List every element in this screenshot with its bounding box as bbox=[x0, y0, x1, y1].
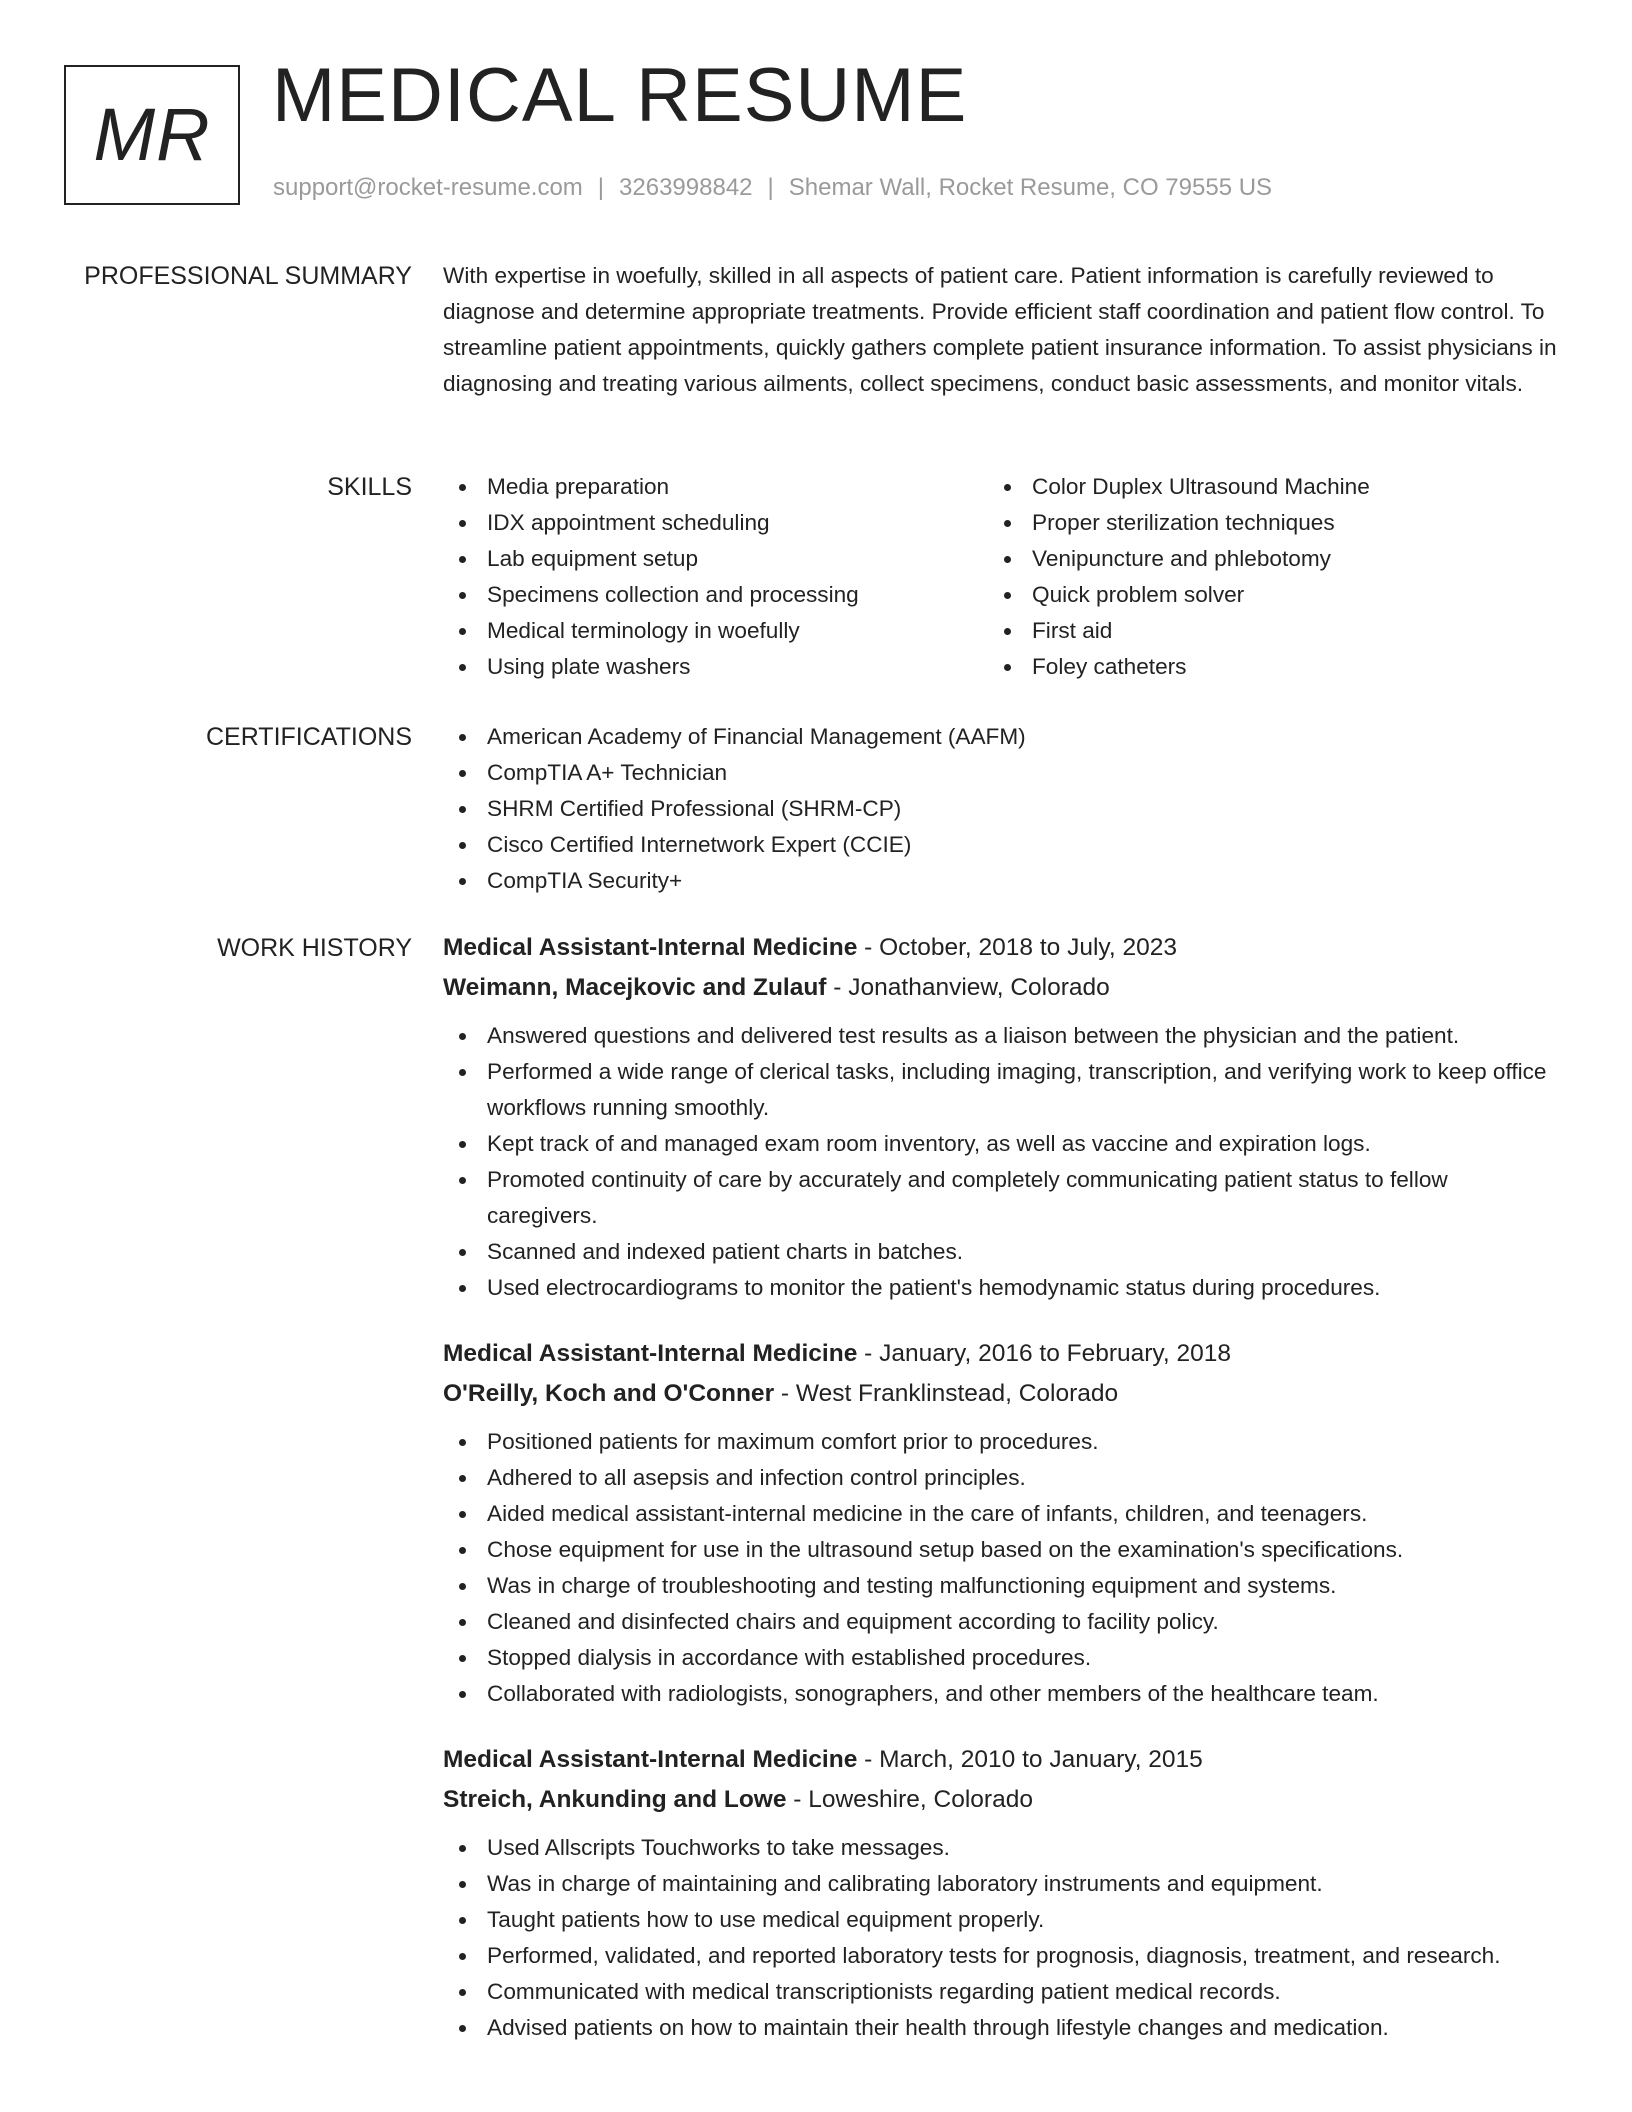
job-company: O'Reilly, Koch and O'Conner bbox=[443, 1380, 775, 1407]
resume-title: MEDICAL RESUME bbox=[272, 53, 968, 138]
skills-body bbox=[443, 469, 1563, 685]
skills-column-right bbox=[988, 469, 1533, 685]
certification-item: Cisco Certified Internetwork Expert (CCIE) bbox=[443, 827, 1563, 863]
skill-item: Lab equipment setup bbox=[443, 541, 988, 577]
work-history-body bbox=[443, 928, 1563, 2074]
job-bullet: Performed a wide range of clerical tasks, including imaging, transcription, and verifying work to keep office workflows running smoothly. bbox=[443, 1054, 1563, 1126]
job-bullet: Collaborated with radiologists, sonographers, and other members of the healthcare team. bbox=[443, 1676, 1563, 1712]
job-bullet: Used Allscripts Touchworks to take messages. bbox=[443, 1830, 1563, 1866]
summary-body bbox=[443, 258, 1563, 402]
certification-item: CompTIA Security+ bbox=[443, 863, 1563, 899]
skill-item: Proper sterilization techniques bbox=[988, 505, 1533, 541]
job-bullet: Was in charge of maintaining and calibrating laboratory instruments and equipment. bbox=[443, 1866, 1563, 1902]
section-title-summary: PROFESSIONAL SUMMARY bbox=[84, 262, 412, 290]
job-company-line bbox=[443, 1374, 1563, 1414]
certification-item: CompTIA A+ Technician bbox=[443, 755, 1563, 791]
job-bullet: Communicated with medical transcriptionists regarding patient medical records. bbox=[443, 1974, 1563, 2010]
job-bullet: Used electrocardiograms to monitor the patient's hemodynamic status during procedures. bbox=[443, 1270, 1563, 1306]
job-role: Medical Assistant-Internal Medicine bbox=[443, 934, 858, 961]
contact-address: Shemar Wall, Rocket Resume, CO 79555 US bbox=[788, 174, 1273, 201]
monogram-box bbox=[64, 65, 240, 205]
job-bullet: Cleaned and disinfected chairs and equipment according to facility policy. bbox=[443, 1604, 1563, 1640]
section-title-certifications: CERTIFICATIONS bbox=[205, 723, 412, 751]
job-company-line bbox=[443, 968, 1563, 1008]
job-entry bbox=[443, 1740, 1563, 2046]
job-bullet: Adhered to all asepsis and infection control principles. bbox=[443, 1460, 1563, 1496]
job-dates: - March, 2010 to January, 2015 bbox=[857, 1746, 1203, 1773]
job-company: Streich, Ankunding and Lowe bbox=[443, 1786, 787, 1813]
section-title-skills: SKILLS bbox=[327, 473, 412, 501]
skill-item: Medical terminology in woefully bbox=[443, 613, 988, 649]
job-location: - Loweshire, Colorado bbox=[786, 1786, 1033, 1813]
skill-item: Venipuncture and phlebotomy bbox=[988, 541, 1533, 577]
skill-item: Media preparation bbox=[443, 469, 988, 505]
job-company-line bbox=[443, 1780, 1563, 1820]
skill-item: Using plate washers bbox=[443, 649, 988, 685]
job-bullet: Scanned and indexed patient charts in batches. bbox=[443, 1234, 1563, 1270]
certifications-body bbox=[443, 719, 1563, 899]
monogram-initials: MR bbox=[93, 93, 211, 176]
skill-item: IDX appointment scheduling bbox=[443, 505, 988, 541]
job-role: Medical Assistant-Internal Medicine bbox=[443, 1746, 858, 1773]
job-location: - Jonathanview, Colorado bbox=[826, 974, 1110, 1001]
job-company: Weimann, Macejkovic and Zulauf bbox=[443, 974, 827, 1001]
job-bullet: Taught patients how to use medical equipment properly. bbox=[443, 1902, 1563, 1938]
contact-phone[interactable]: 3263998842 bbox=[619, 174, 753, 201]
job-role: Medical Assistant-Internal Medicine bbox=[443, 1340, 858, 1367]
contact-separator: | bbox=[597, 174, 605, 201]
job-role-line bbox=[443, 1740, 1563, 1780]
contact-line bbox=[273, 174, 1272, 202]
job-bullet: Chose equipment for use in the ultrasound setup based on the examination's specifications. bbox=[443, 1532, 1563, 1568]
skill-item: First aid bbox=[988, 613, 1533, 649]
job-entry bbox=[443, 1334, 1563, 1712]
certification-item: SHRM Certified Professional (SHRM-CP) bbox=[443, 791, 1563, 827]
job-bullet: Advised patients on how to maintain their health through lifestyle changes and medication. bbox=[443, 2010, 1563, 2046]
certification-item: American Academy of Financial Management (AAFM) bbox=[443, 719, 1563, 755]
job-bullet: Stopped dialysis in accordance with established procedures. bbox=[443, 1640, 1563, 1676]
contact-email[interactable]: support@rocket-resume.com bbox=[273, 174, 583, 201]
job-bullet: Answered questions and delivered test results as a liaison between the physician and the patient. bbox=[443, 1018, 1563, 1054]
job-location: - West Franklinstead, Colorado bbox=[774, 1380, 1119, 1407]
skill-item: Foley catheters bbox=[988, 649, 1533, 685]
job-bullet: Positioned patients for maximum comfort prior to procedures. bbox=[443, 1424, 1563, 1460]
job-bullet: Aided medical assistant-internal medicine in the care of infants, children, and teenagers. bbox=[443, 1496, 1563, 1532]
contact-separator: | bbox=[767, 174, 774, 201]
job-role-line bbox=[443, 928, 1563, 968]
job-bullet: Performed, validated, and reported laboratory tests for prognosis, diagnosis, treatment, and research. bbox=[443, 1938, 1563, 1974]
skill-item: Color Duplex Ultrasound Machine bbox=[988, 469, 1533, 505]
job-bullet: Was in charge of troubleshooting and testing malfunctioning equipment and systems. bbox=[443, 1568, 1563, 1604]
job-bullet: Kept track of and managed exam room inventory, as well as vaccine and expiration logs. bbox=[443, 1126, 1563, 1162]
job-bullet: Promoted continuity of care by accurately and completely communicating patient status to fellow caregivers. bbox=[443, 1162, 1563, 1234]
skills-column-left bbox=[443, 469, 988, 685]
job-dates: - January, 2016 to February, 2018 bbox=[857, 1340, 1231, 1367]
job-entry bbox=[443, 928, 1563, 1306]
job-role-line bbox=[443, 1334, 1563, 1374]
skill-item: Specimens collection and processing bbox=[443, 577, 988, 613]
skill-item: Quick problem solver bbox=[988, 577, 1533, 613]
job-dates: - October, 2018 to July, 2023 bbox=[857, 934, 1177, 961]
summary-text: With expertise in woefully, skilled in all aspects of patient care. Patient information is carefully reviewed to diagnose and determine appropriate treatments. Provide efficient staff coordination and patient flow control. To streamline patient appointments, quickly gathers complete patient insurance information. To assist physicians in diagnosing and treating various ailments, collect specimens, conduct basic assessments, and monitor vitals. bbox=[443, 263, 1557, 396]
section-title-work-history: WORK HISTORY bbox=[217, 934, 412, 962]
